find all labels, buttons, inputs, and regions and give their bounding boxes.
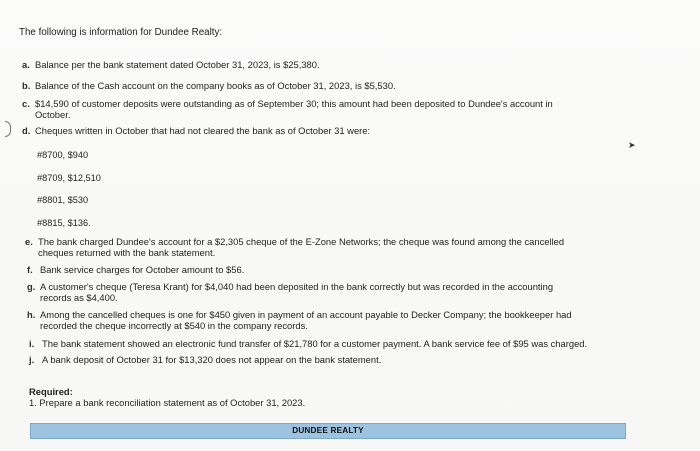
cheque-entry: #8709, $12,510 [37,173,101,183]
list-item-j [29,355,381,366]
margin-bracket-mark [5,121,11,137]
list-item-d [22,126,370,137]
cheque-entry: #8815, $136. [37,218,91,228]
company-name-header: DUNDEE REALTY [292,426,364,435]
list-item-f [27,265,244,276]
required-task: 1. Prepare a bank reconciliation statement as of October 31, 2023. [29,396,306,408]
item-letter: c. [22,98,30,109]
list-item-g [27,282,553,303]
mouse-cursor-icon: ➤ [628,140,636,150]
item-letter: d. [22,125,31,136]
required-section [29,387,305,409]
intro-text: The following is information for Dundee Realty: [19,27,223,38]
list-item-h [27,310,572,331]
item-text: Cheques written in October that had not cleared the bank as of October 31 were: [35,125,371,136]
item-letter: b. [22,80,31,91]
list-item-i [29,339,587,350]
item-text: The bank charged Dundee's account for a $2,305 cheque of the E-Zone Networks; the cheque was found among the cancelled cheques returned with the bank statement. [38,236,565,258]
item-text: A bank deposit of October 31 for $13,320 does not appear on the bank statement. [42,354,382,365]
list-item-b [22,81,396,92]
item-text: Bank service charges for October amount to $56. [40,264,245,275]
item-letter: j. [29,354,35,365]
cheque-entry: #8801, $530 [37,195,89,205]
item-letter: a. [22,59,30,70]
item-text: Balance per the bank statement dated October 31, 2023, is $25,380. [35,59,320,70]
item-letter: g. [27,281,36,292]
item-text: A customer's cheque (Teresa Krant) for $4,040 had been deposited in the bank correctly but was recorded in the accounting records as $4,400. [40,281,554,303]
list-item-c [22,99,553,120]
list-item-a [22,60,320,71]
item-letter: h. [27,309,36,320]
list-item-e [25,237,564,258]
item-text: Among the cancelled cheques is one for $450 given in payment of an account payable to Decker Company; the bookkeeper had recorded the cheque incorrectly at $540 in the company records. [40,309,572,331]
item-letter: f. [27,264,33,275]
item-letter: e. [25,236,33,247]
item-letter: i. [29,338,35,349]
item-text: Balance of the Cash account on the company books as of October 31, 2023, is $5,530. [35,80,396,91]
required-label: Required: [29,386,73,397]
reconciliation-table-header [30,423,626,439]
item-text: The bank statement showed an electronic fund transfer of $21,780 for a customer payment. A bank service fee of $95 was charged. [42,338,588,349]
cheque-entry: #8700, $940 [37,150,89,160]
item-text: $14,590 of customer deposits were outstanding as of September 30; this amount had been deposited to Dundee's account in October. [35,98,553,120]
